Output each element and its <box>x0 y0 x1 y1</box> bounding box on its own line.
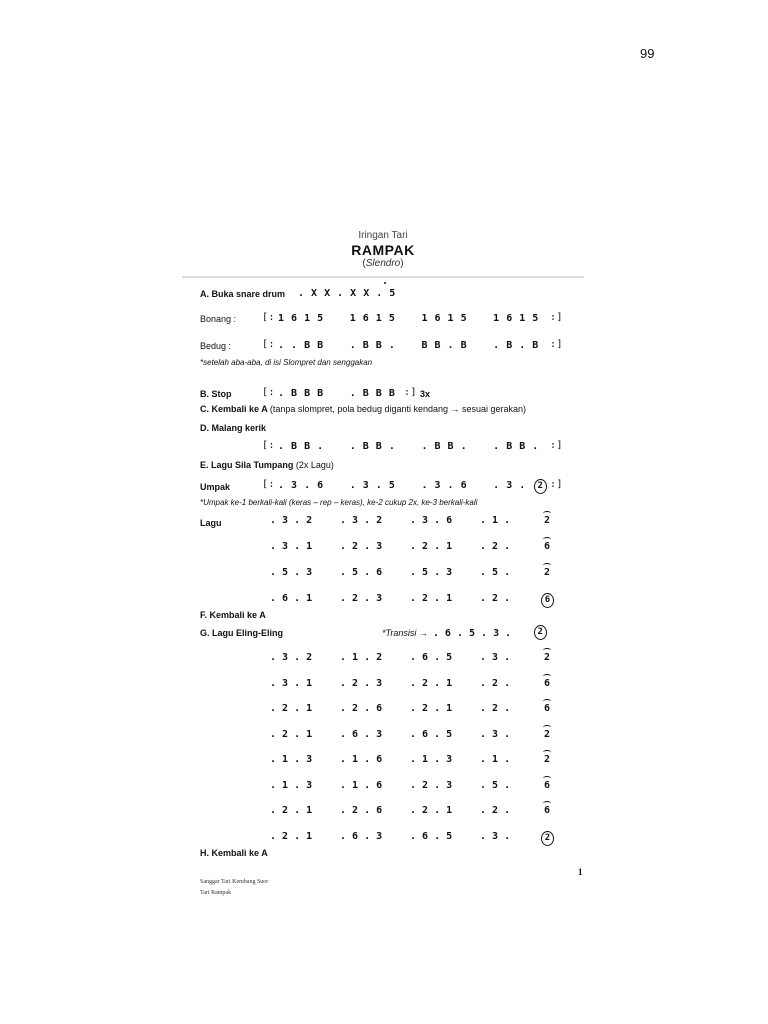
notation-cell: . 5 . <box>480 779 511 791</box>
repeat-open: [: <box>262 339 276 350</box>
notation-cell: . 1 . <box>480 754 511 765</box>
notation-cell: . 3 . 1 <box>270 677 313 689</box>
notation-cell: . 6 . 5 <box>410 652 453 663</box>
notation-cell: . 3 . 6 <box>410 515 453 526</box>
slur-mark <box>543 725 551 730</box>
footer-line-1: Sanggar Tari Kembang Suor <box>200 879 269 885</box>
notation-cell: . 2 . 1 <box>410 541 453 552</box>
notation-cell: . 2 . <box>480 805 511 816</box>
notation-row <box>270 703 560 717</box>
section-a-notes: . X X . X X . 5 <box>298 288 396 299</box>
subtitle-text: Slendro <box>365 258 401 269</box>
slur-mark <box>543 801 551 806</box>
bedug-label: Bedug : <box>200 341 232 351</box>
bonang-label: Bonang : <box>200 314 237 324</box>
notation-cell: . 2 . <box>480 593 511 604</box>
accent-mark <box>384 282 386 284</box>
slur-mark <box>543 648 551 653</box>
sheet-title: RAMPAK <box>351 242 415 258</box>
transisi <box>382 628 511 639</box>
slur-mark <box>543 776 551 781</box>
notation-row <box>270 515 560 529</box>
notation-cell: . 2 . 1 <box>270 728 313 740</box>
section-d-label: D. Malang kerik <box>200 423 267 433</box>
notation-cell: . 2 . 3 <box>340 593 383 604</box>
notation-cell: . 2 . 1 <box>270 830 313 842</box>
slur-mark <box>543 537 551 542</box>
section-e <box>200 460 334 470</box>
notation-cell: . 6 . 5 <box>410 728 453 740</box>
umpak-note: *Umpak ke-1 berkali-kali (keras – rep – keras), ke-2 cukup 2x, ke-3 berkali-kali <box>200 498 478 507</box>
notation-cell: . 1 . 3 <box>410 754 453 765</box>
gong-note: 6 <box>541 593 554 608</box>
umpak-label: Umpak <box>200 482 231 492</box>
notation-cell: . 2 . <box>480 677 511 689</box>
repeat-close: :] <box>404 387 418 398</box>
repeat-count: 3x <box>420 389 431 399</box>
notation-cell: . 6 . 3 <box>340 728 383 740</box>
kenong-note: 6 <box>543 677 551 689</box>
kenong-note: 2 <box>543 754 551 765</box>
sheet-title-small: Iringan Tari <box>358 230 408 241</box>
notation-cell: . 2 . 1 <box>410 677 453 689</box>
notation-cell: . 6 . 5 <box>410 830 453 842</box>
notation-row <box>270 567 560 581</box>
slur-mark <box>543 511 551 516</box>
footer-line-2: Tari Rampak <box>200 890 232 896</box>
transisi-notes: . 6 . 5 . 3 . <box>432 628 512 639</box>
notation-cell: . 2 . 1 <box>270 703 313 714</box>
notation-row <box>270 541 560 555</box>
notation-cell: . 5 . 3 <box>410 567 453 578</box>
notation-cell: . 2 . <box>480 541 511 552</box>
gong-note: 2 <box>541 831 554 846</box>
notation-cell: . 2 . 3 <box>340 541 383 552</box>
notation-cell: . 6 . 1 <box>270 593 313 604</box>
repeat-close: :] <box>550 339 564 350</box>
repeat-open: [: <box>262 387 276 398</box>
notation-cell: . 5 . <box>480 567 511 578</box>
notation-cell: . 3 . <box>480 652 511 663</box>
notation-row <box>270 831 560 845</box>
umpak-gong-note: 2 <box>534 479 547 494</box>
bedug-notes: . . B B . B B . B B . B . B . B <box>278 340 539 351</box>
notation-cell: . 6 . 3 <box>340 830 383 842</box>
transisi-gong-note: 2 <box>534 625 547 640</box>
notation-cell: . 1 . 3 <box>270 754 313 765</box>
bedug-note: *setelah aba-aba, di isi Slompret dan senggakan <box>200 358 373 367</box>
notation-cell: . 2 . 1 <box>410 805 453 816</box>
kenong-note: 6 <box>543 703 551 714</box>
kenong-note: 6 <box>543 805 551 816</box>
notation-cell: . 2 . 3 <box>340 677 383 689</box>
section-c-label: C. Kembali ke A <box>200 404 268 414</box>
notation-cell: . 3 . <box>480 728 511 740</box>
notation-cell: . 2 . 6 <box>340 805 383 816</box>
notation-cell: . 2 . <box>480 703 511 714</box>
kenong-note: 6 <box>543 779 551 791</box>
section-a-label: A. Buka snare drum <box>200 289 286 299</box>
footer-number: 1 <box>578 867 583 877</box>
section-b-notes: . B B B . B B B <box>278 388 396 399</box>
notation-cell: . 2 . 3 <box>410 779 453 791</box>
notation-cell: . 3 . 2 <box>270 515 313 526</box>
transisi-label: *Transisi → <box>382 628 428 638</box>
repeat-open: [: <box>262 479 276 490</box>
bonang-notes: 1 6 1 5 1 6 1 5 1 6 1 5 1 6 1 5 <box>278 313 539 324</box>
umpak-notes: . 3 . 6 . 3 . 5 . 3 . 6 . 3 . <box>278 480 526 491</box>
section-b-label: B. Stop <box>200 389 232 399</box>
notation-cell: . 2 . 6 <box>340 703 383 714</box>
repeat-close: :] <box>550 440 564 451</box>
notation-cell: . 1 . <box>480 515 511 526</box>
slur-mark <box>543 563 551 568</box>
score-sheet <box>182 218 584 868</box>
sheet-subtitle: (Slendro) <box>362 258 404 269</box>
notation-cell: . 3 . 2 <box>340 515 383 526</box>
section-g-label: G. Lagu Eling-Eling <box>200 628 283 638</box>
section-f-label: F. Kembali ke A <box>200 610 266 620</box>
page-number: 99 <box>640 46 655 61</box>
section-e-label: E. Lagu Sila Tumpang <box>200 460 294 470</box>
notation-row <box>270 729 560 743</box>
notation-cell: . 3 . 2 <box>270 652 313 663</box>
kenong-note: 6 <box>543 541 551 552</box>
notation-cell: . 1 . 6 <box>340 754 383 765</box>
notation-cell: . 1 . 2 <box>340 652 383 663</box>
slur-mark <box>543 699 551 704</box>
kenong-note: 2 <box>543 652 551 663</box>
notation-row <box>270 780 560 794</box>
notation-cell: . 3 . <box>480 830 511 842</box>
notation-row <box>270 593 560 607</box>
repeat-close: :] <box>550 479 564 490</box>
slur-mark <box>543 674 551 679</box>
repeat-close: :] <box>550 312 564 323</box>
notation-row <box>270 754 560 768</box>
repeat-open: [: <box>262 440 276 451</box>
notation-cell: . 5 . 6 <box>340 567 383 578</box>
notation-row <box>270 652 560 666</box>
slur-mark <box>543 750 551 755</box>
notation-cell: . 2 . 1 <box>410 593 453 604</box>
repeat-open: [: <box>262 312 276 323</box>
notation-cell: . 2 . 1 <box>270 805 313 816</box>
kenong-note: 2 <box>543 567 551 578</box>
section-e-detail: (2x Lagu) <box>295 460 334 470</box>
section-c-detail: (tanpa slompret, pola bedug diganti kendang → sesuai gerakan) <box>269 404 527 414</box>
section-h-label: H. Kembali ke A <box>200 848 268 858</box>
kenong-note: 2 <box>543 515 551 526</box>
notation-cell: . 3 . 1 <box>270 541 313 552</box>
notation-cell: . 2 . 1 <box>410 703 453 714</box>
lagu-label: Lagu <box>200 518 222 528</box>
title-divider <box>182 276 584 278</box>
kenong-note: 2 <box>543 728 551 740</box>
section-d-notes: . B B . . B B . . B B . . B B . <box>278 441 539 452</box>
notation-row <box>270 805 560 819</box>
section-c <box>200 404 526 414</box>
notation-cell: . 1 . 3 <box>270 779 313 791</box>
notation-row <box>270 678 560 692</box>
notation-cell: . 5 . 3 <box>270 567 313 578</box>
notation-cell: . 1 . 6 <box>340 779 383 791</box>
